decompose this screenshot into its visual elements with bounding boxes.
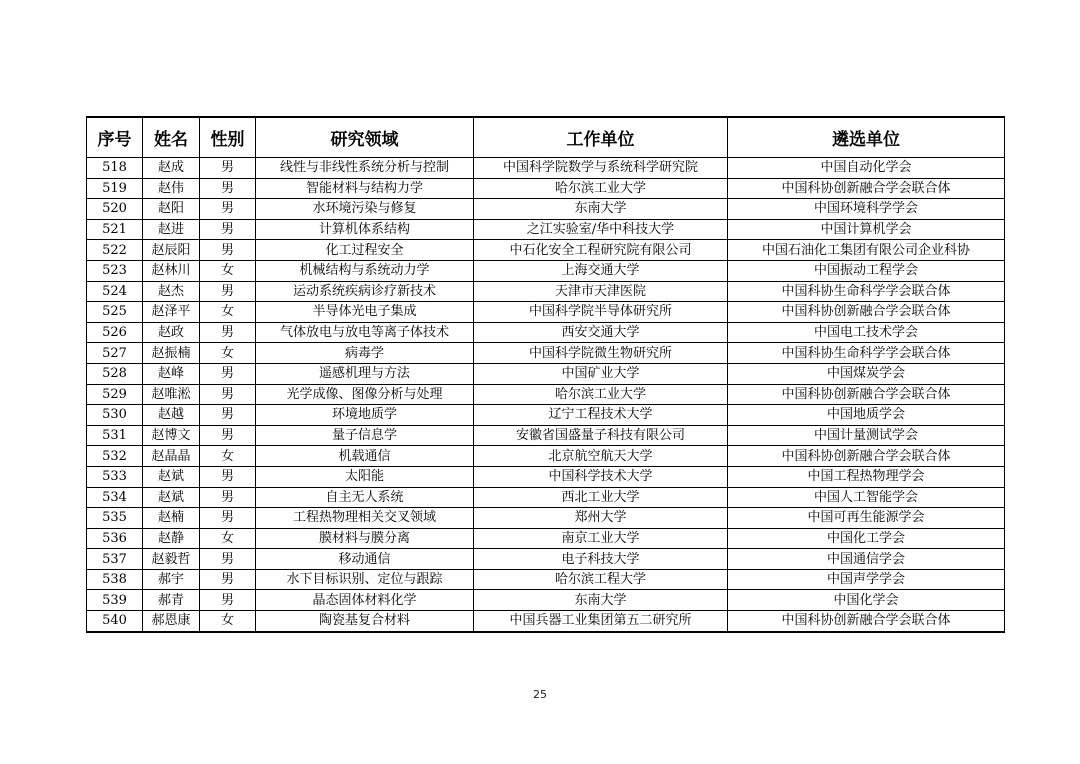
cell-gender: 男 (200, 240, 256, 261)
cell-work-unit: 西安交通大学 (474, 322, 728, 343)
cell-gender: 男 (200, 178, 256, 199)
cell-name: 赵博文 (143, 425, 200, 446)
cell-name: 赵振楠 (143, 343, 200, 364)
header-row (87, 117, 1005, 158)
cell-serial: 535 (87, 508, 143, 529)
cell-work-unit: 中国科学院微生物研究所 (474, 343, 728, 364)
cell-research-field: 机械结构与系统动力学 (256, 260, 474, 281)
cell-name: 赵林川 (143, 260, 200, 281)
cell-serial: 524 (87, 281, 143, 302)
cell-research-field: 光学成像、图像分析与处理 (256, 384, 474, 405)
cell-name: 赵斌 (143, 466, 200, 487)
cell-research-field: 自主无人系统 (256, 487, 474, 508)
cell-serial: 518 (87, 158, 143, 179)
cell-name: 赵晶晶 (143, 446, 200, 467)
cell-serial: 529 (87, 384, 143, 405)
cell-serial: 532 (87, 446, 143, 467)
table-row (87, 240, 1005, 261)
cell-selection-unit: 中国石油化工集团有限公司企业科协 (728, 240, 1005, 261)
cell-research-field: 半导体光电子集成 (256, 302, 474, 323)
table-row (87, 590, 1005, 611)
table-row (87, 384, 1005, 405)
cell-research-field: 水环境污染与修复 (256, 199, 474, 220)
cell-gender: 男 (200, 590, 256, 611)
cell-gender: 男 (200, 569, 256, 590)
cell-research-field: 化工过程安全 (256, 240, 474, 261)
cell-name: 赵泽平 (143, 302, 200, 323)
cell-work-unit: 中国科学院数学与系统科学研究院 (474, 158, 728, 179)
table-row (87, 466, 1005, 487)
cell-work-unit: 中国兵器工业集团第五二研究所 (474, 611, 728, 632)
cell-selection-unit: 中国环境科学学会 (728, 199, 1005, 220)
cell-work-unit: 上海交通大学 (474, 260, 728, 281)
cell-serial: 523 (87, 260, 143, 281)
cell-name: 赵成 (143, 158, 200, 179)
cell-name: 赵阳 (143, 199, 200, 220)
cell-serial: 531 (87, 425, 143, 446)
table-row (87, 405, 1005, 426)
cell-gender: 男 (200, 158, 256, 179)
cell-gender: 男 (200, 322, 256, 343)
cell-selection-unit: 中国可再生能源学会 (728, 508, 1005, 529)
cell-selection-unit: 中国声学学会 (728, 569, 1005, 590)
cell-research-field: 移动通信 (256, 549, 474, 570)
cell-gender: 男 (200, 466, 256, 487)
cell-selection-unit: 中国科协创新融合学会联合体 (728, 446, 1005, 467)
cell-name: 赵静 (143, 528, 200, 549)
cell-research-field: 陶瓷基复合材料 (256, 611, 474, 632)
table-row (87, 508, 1005, 529)
cell-work-unit: 哈尔滨工业大学 (474, 384, 728, 405)
candidate-table (86, 116, 1005, 633)
cell-name: 赵杰 (143, 281, 200, 302)
cell-work-unit: 哈尔滨工业大学 (474, 178, 728, 199)
cell-name: 赵辰阳 (143, 240, 200, 261)
cell-selection-unit: 中国振动工程学会 (728, 260, 1005, 281)
table-row (87, 343, 1005, 364)
cell-gender: 女 (200, 343, 256, 364)
cell-gender: 男 (200, 363, 256, 384)
cell-selection-unit: 中国自动化学会 (728, 158, 1005, 179)
header-name: 姓名 (143, 117, 200, 158)
cell-selection-unit: 中国煤炭学会 (728, 363, 1005, 384)
cell-research-field: 运动系统疾病诊疗新技术 (256, 281, 474, 302)
cell-gender: 女 (200, 260, 256, 281)
cell-research-field: 环境地质学 (256, 405, 474, 426)
cell-gender: 男 (200, 219, 256, 240)
cell-research-field: 晶态固体材料化学 (256, 590, 474, 611)
header-gender: 性别 (200, 117, 256, 158)
table-row (87, 260, 1005, 281)
cell-serial: 525 (87, 302, 143, 323)
cell-work-unit: 中国科学技术大学 (474, 466, 728, 487)
cell-gender: 女 (200, 446, 256, 467)
cell-research-field: 气体放电与放电等离子体技术 (256, 322, 474, 343)
cell-work-unit: 中国科学院半导体研究所 (474, 302, 728, 323)
cell-work-unit: 电子科技大学 (474, 549, 728, 570)
cell-research-field: 线性与非线性系统分析与控制 (256, 158, 474, 179)
cell-serial: 533 (87, 466, 143, 487)
table-row (87, 281, 1005, 302)
table-row (87, 178, 1005, 199)
cell-gender: 女 (200, 611, 256, 632)
table-row (87, 219, 1005, 240)
cell-selection-unit: 中国计量测试学会 (728, 425, 1005, 446)
table-row (87, 446, 1005, 467)
cell-gender: 男 (200, 199, 256, 220)
cell-work-unit: 中国矿业大学 (474, 363, 728, 384)
cell-serial: 522 (87, 240, 143, 261)
cell-selection-unit: 中国电工技术学会 (728, 322, 1005, 343)
cell-serial: 537 (87, 549, 143, 570)
cell-work-unit: 西北工业大学 (474, 487, 728, 508)
table-row (87, 425, 1005, 446)
cell-serial: 536 (87, 528, 143, 549)
cell-research-field: 智能材料与结构力学 (256, 178, 474, 199)
cell-serial: 520 (87, 199, 143, 220)
cell-selection-unit: 中国科协创新融合学会联合体 (728, 384, 1005, 405)
cell-name: 赵楠 (143, 508, 200, 529)
table-row (87, 487, 1005, 508)
cell-name: 赵政 (143, 322, 200, 343)
cell-selection-unit: 中国化工学会 (728, 528, 1005, 549)
cell-work-unit: 哈尔滨工程大学 (474, 569, 728, 590)
cell-name: 郝恩康 (143, 611, 200, 632)
table-row (87, 611, 1005, 632)
header-work-unit: 工作单位 (474, 117, 728, 158)
cell-serial: 526 (87, 322, 143, 343)
cell-work-unit: 北京航空航天大学 (474, 446, 728, 467)
header-selection-unit: 遴选单位 (728, 117, 1005, 158)
cell-work-unit: 郑州大学 (474, 508, 728, 529)
cell-serial: 528 (87, 363, 143, 384)
header-research-field: 研究领域 (256, 117, 474, 158)
cell-gender: 女 (200, 302, 256, 323)
cell-name: 赵斌 (143, 487, 200, 508)
cell-work-unit: 天津市天津医院 (474, 281, 728, 302)
cell-work-unit: 辽宁工程技术大学 (474, 405, 728, 426)
cell-gender: 男 (200, 384, 256, 405)
cell-selection-unit: 中国科协创新融合学会联合体 (728, 302, 1005, 323)
cell-name: 赵唯淞 (143, 384, 200, 405)
cell-gender: 男 (200, 281, 256, 302)
table-header (87, 117, 1005, 158)
cell-research-field: 计算机体系结构 (256, 219, 474, 240)
header-serial: 序号 (87, 117, 143, 158)
cell-research-field: 量子信息学 (256, 425, 474, 446)
cell-research-field: 病毒学 (256, 343, 474, 364)
cell-selection-unit: 中国科协生命科学学会联合体 (728, 281, 1005, 302)
cell-selection-unit: 中国地质学会 (728, 405, 1005, 426)
cell-work-unit: 南京工业大学 (474, 528, 728, 549)
cell-work-unit: 东南大学 (474, 199, 728, 220)
cell-name: 赵峰 (143, 363, 200, 384)
cell-gender: 男 (200, 487, 256, 508)
cell-serial: 539 (87, 590, 143, 611)
table-row (87, 569, 1005, 590)
cell-work-unit: 中石化安全工程研究院有限公司 (474, 240, 728, 261)
table-row (87, 528, 1005, 549)
cell-selection-unit: 中国计算机学会 (728, 219, 1005, 240)
cell-work-unit: 东南大学 (474, 590, 728, 611)
cell-research-field: 遥感机理与方法 (256, 363, 474, 384)
cell-name: 赵越 (143, 405, 200, 426)
cell-serial: 538 (87, 569, 143, 590)
cell-research-field: 工程热物理相关交叉领域 (256, 508, 474, 529)
table-row (87, 549, 1005, 570)
cell-serial: 527 (87, 343, 143, 364)
cell-name: 郝宇 (143, 569, 200, 590)
cell-serial: 540 (87, 611, 143, 632)
cell-selection-unit: 中国科协创新融合学会联合体 (728, 178, 1005, 199)
cell-name: 郝青 (143, 590, 200, 611)
table-row (87, 158, 1005, 179)
table-row (87, 199, 1005, 220)
cell-selection-unit: 中国通信学会 (728, 549, 1005, 570)
cell-research-field: 机载通信 (256, 446, 474, 467)
table-row (87, 363, 1005, 384)
page-number: 25 (533, 688, 547, 701)
table-row (87, 302, 1005, 323)
cell-name: 赵进 (143, 219, 200, 240)
cell-gender: 男 (200, 549, 256, 570)
cell-serial: 521 (87, 219, 143, 240)
cell-gender: 男 (200, 508, 256, 529)
cell-gender: 男 (200, 425, 256, 446)
cell-selection-unit: 中国科协生命科学学会联合体 (728, 343, 1005, 364)
cell-gender: 男 (200, 405, 256, 426)
table-row (87, 322, 1005, 343)
table-body (87, 158, 1005, 632)
cell-gender: 女 (200, 528, 256, 549)
cell-serial: 534 (87, 487, 143, 508)
cell-research-field: 太阳能 (256, 466, 474, 487)
cell-research-field: 水下目标识别、定位与跟踪 (256, 569, 474, 590)
cell-work-unit: 安徽省国盛量子科技有限公司 (474, 425, 728, 446)
cell-name: 赵伟 (143, 178, 200, 199)
cell-name: 赵毅哲 (143, 549, 200, 570)
cell-selection-unit: 中国科协创新融合学会联合体 (728, 611, 1005, 632)
cell-serial: 530 (87, 405, 143, 426)
cell-selection-unit: 中国化学会 (728, 590, 1005, 611)
cell-research-field: 膜材料与膜分离 (256, 528, 474, 549)
cell-serial: 519 (87, 178, 143, 199)
cell-selection-unit: 中国人工智能学会 (728, 487, 1005, 508)
cell-selection-unit: 中国工程热物理学会 (728, 466, 1005, 487)
cell-work-unit: 之江实验室/华中科技大学 (474, 219, 728, 240)
